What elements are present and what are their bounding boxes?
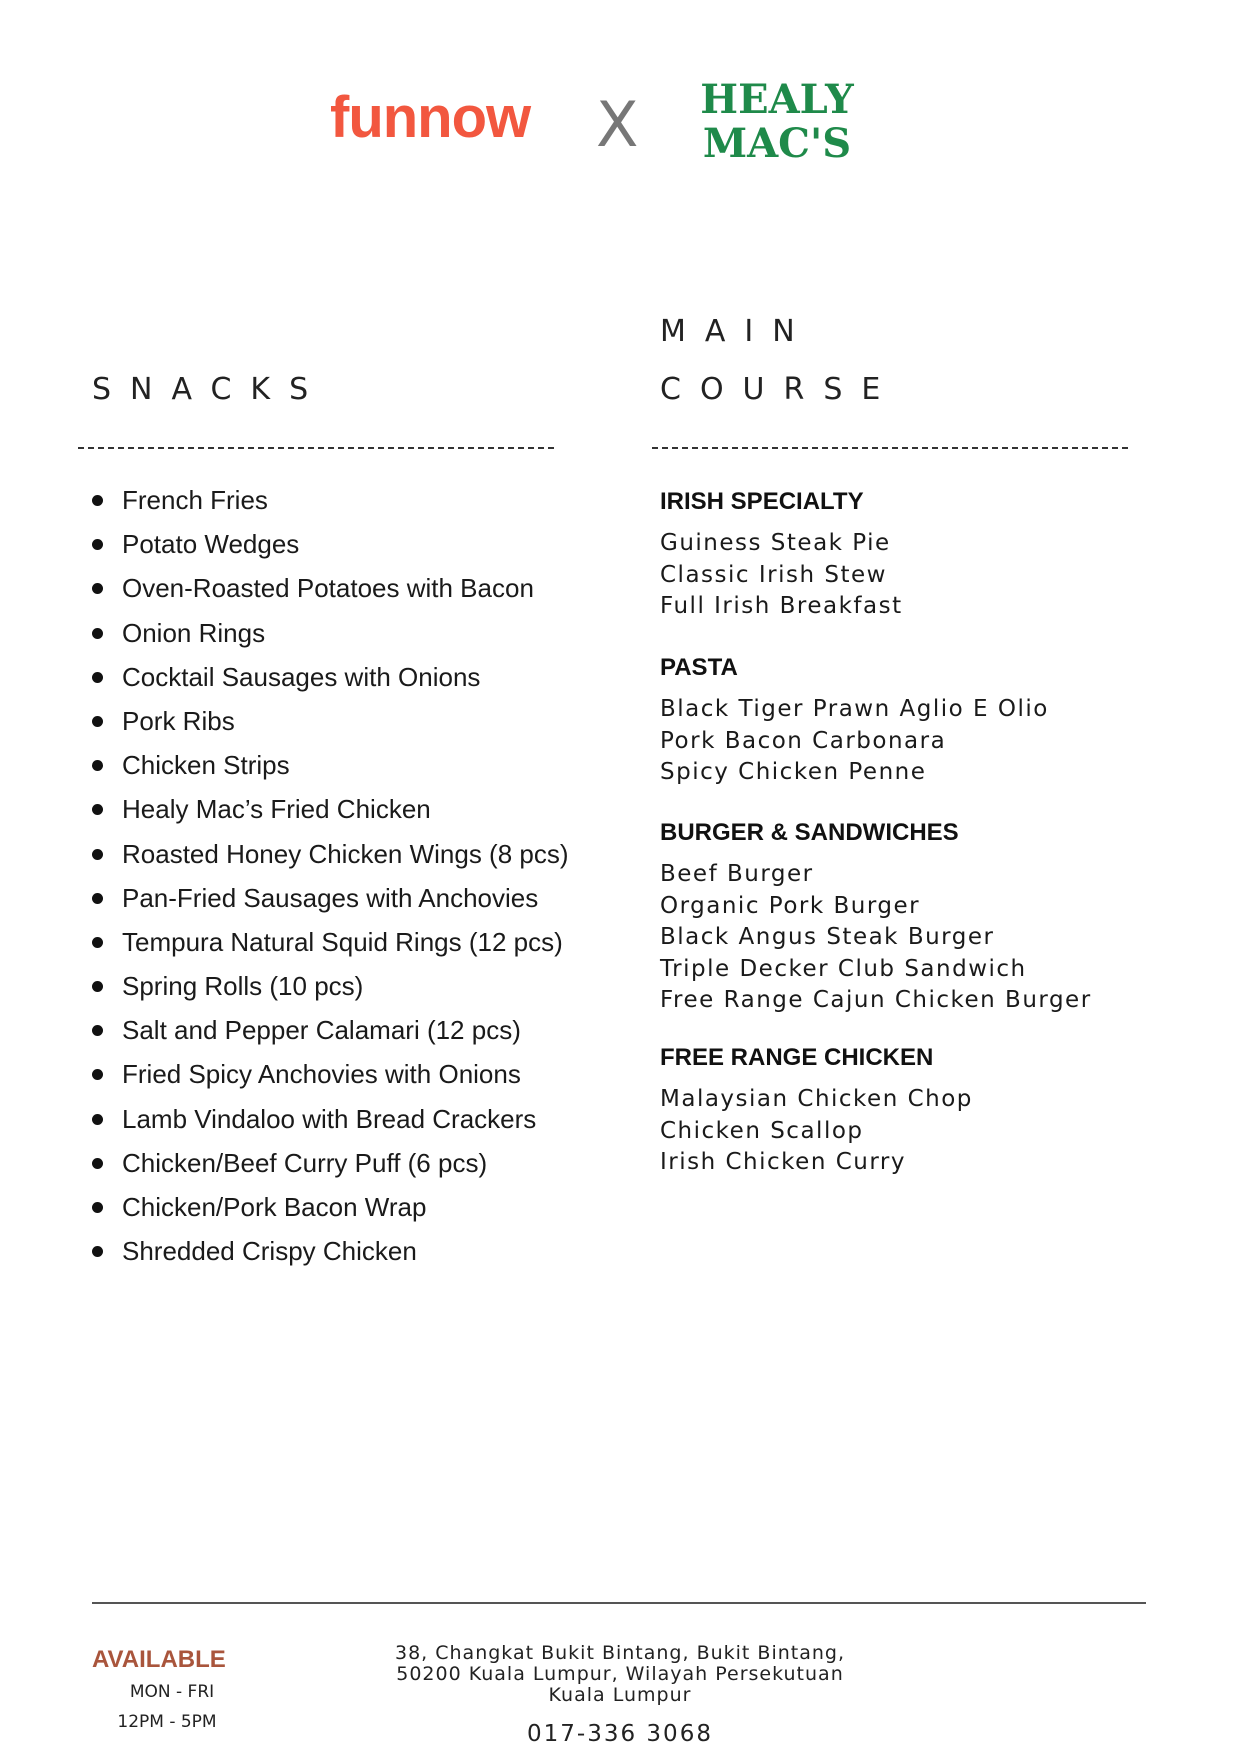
list-item [92, 787, 569, 831]
list-item [92, 743, 569, 787]
availability [92, 1643, 232, 1737]
list-item: Beef Burger [660, 861, 814, 887]
main-course-menu [660, 482, 1200, 1179]
bullet-icon [92, 849, 103, 860]
list-item: Organic Pork Burger [660, 892, 921, 919]
list-item [92, 920, 569, 964]
item-list [660, 694, 1200, 789]
available-days: MON - FRI [129, 1682, 215, 1702]
collab-separator: X [596, 88, 639, 161]
list-item [92, 1141, 569, 1185]
available-hours: 12PM - 5PM [117, 1712, 217, 1732]
list-item: Black Angus Steak Burger [660, 924, 995, 950]
address-line: Kuala Lumpur [548, 1684, 692, 1706]
section-irish-specialty [660, 482, 1200, 648]
healy-macs-logo [692, 78, 862, 166]
section-heading: PASTA [660, 654, 738, 681]
healy-logo-line1: HEALY [700, 76, 854, 123]
list-item: Guiness Steak Pie [660, 530, 891, 556]
section-heading: IRISH SPECIALTY [660, 488, 864, 515]
phone-number: 017-336 3068 [527, 1721, 713, 1747]
bullet-icon [92, 760, 103, 771]
bullet-icon [92, 716, 103, 727]
bullet-icon [92, 893, 103, 904]
list-item [92, 1097, 569, 1141]
snack-name: Potato Wedges [122, 529, 300, 560]
bullet-icon [92, 1246, 103, 1257]
snack-name: Shredded Crispy Chicken [122, 1236, 417, 1267]
bullet-icon [92, 539, 103, 550]
bullet-icon [92, 1114, 103, 1125]
snack-name: Tempura Natural Squid Rings (12 pcs) [122, 926, 563, 957]
snack-name: Cocktail Sausages with Onions [122, 661, 481, 692]
snack-name: Spring Rolls (10 pcs) [122, 971, 364, 1002]
bullet-icon [92, 1202, 103, 1213]
main-course-title-line2: COURSE [660, 372, 900, 407]
bullet-icon [92, 981, 103, 992]
bullet-icon [92, 495, 103, 506]
snack-name: Lamb Vindaloo with Bread Crackers [122, 1103, 537, 1134]
list-item [92, 478, 569, 522]
list-item: Classic Irish Stew [660, 561, 887, 588]
list-item [92, 964, 569, 1008]
address-line: 50200 Kuala Lumpur, Wilayah Persekutuan [396, 1663, 844, 1685]
snack-name: Healy Mac’s Fried Chicken [122, 794, 431, 825]
list-item: Black Tiger Prawn Aglio E Olio [660, 696, 1049, 722]
list-item [92, 1052, 569, 1096]
list-item [92, 611, 569, 655]
snacks-divider [78, 447, 554, 449]
bullet-icon [92, 583, 103, 594]
section-heading: BURGER & SANDWICHES [660, 819, 959, 846]
item-list [660, 528, 1200, 623]
list-item: Free Range Cajun Chicken Burger [660, 987, 1092, 1013]
list-item [92, 1185, 569, 1229]
funnow-logo: funnow [330, 85, 531, 150]
snacks-title: SNACKS [92, 372, 328, 407]
bullet-icon [92, 804, 103, 815]
bullet-icon [92, 1069, 103, 1080]
section-heading: FREE RANGE CHICKEN [660, 1044, 934, 1071]
item-list [660, 859, 1200, 1017]
list-item: Chicken Scallop [660, 1117, 864, 1144]
snack-name: Chicken Strips [122, 750, 290, 781]
main-course-divider [652, 447, 1128, 449]
bullet-icon [92, 1025, 103, 1036]
main-course-title-line1: MAIN [660, 314, 814, 349]
list-item [92, 522, 569, 566]
section-pasta [660, 648, 1200, 813]
list-item [92, 876, 569, 920]
section-free-range-chicken [660, 1038, 1200, 1179]
snacks-list [92, 478, 569, 1273]
list-item: Full Irish Breakfast [660, 593, 903, 619]
list-item [92, 655, 569, 699]
list-item [92, 1008, 569, 1052]
snack-name: Salt and Pepper Calamari (12 pcs) [122, 1015, 521, 1046]
snack-name: Onion Rings [122, 617, 266, 648]
address-line: 38, Changkat Bukit Bintang, Bukit Bintang, [394, 1642, 846, 1664]
snack-name: French Fries [122, 485, 268, 515]
snack-name: Chicken/Beef Curry Puff (6 pcs) [122, 1147, 488, 1178]
list-item: Malaysian Chicken Chop [660, 1086, 973, 1112]
snack-name: Fried Spicy Anchovies with Onions [122, 1059, 521, 1090]
snack-name: Pan-Fried Sausages with Anchovies [122, 882, 539, 913]
bullet-icon [92, 937, 103, 948]
list-item: Pork Bacon Carbonara [660, 727, 947, 754]
snack-name: Oven-Roasted Potatoes with Bacon [122, 573, 534, 604]
snack-name: Chicken/Pork Bacon Wrap [122, 1192, 427, 1222]
available-label: AVAILABLE [92, 1646, 226, 1673]
snack-name: Pork Ribs [122, 705, 235, 736]
contact-info [370, 1643, 870, 1748]
list-item [92, 566, 569, 610]
list-item: Triple Decker Club Sandwich [660, 955, 1027, 982]
bullet-icon [92, 628, 103, 639]
list-item: Irish Chicken Curry [660, 1149, 906, 1175]
section-burger-sandwiches [660, 813, 1200, 1038]
list-item [92, 1229, 569, 1273]
bullet-icon [92, 1158, 103, 1169]
bullet-icon [92, 672, 103, 683]
healy-logo-line2: MAC'S [702, 120, 852, 167]
footer-divider [92, 1602, 1146, 1604]
snack-name: Roasted Honey Chicken Wings (8 pcs) [122, 838, 569, 869]
list-item [92, 699, 569, 743]
logo-header [0, 78, 1241, 188]
item-list [660, 1084, 1200, 1179]
list-item [92, 832, 569, 876]
list-item: Spicy Chicken Penne [660, 759, 927, 785]
